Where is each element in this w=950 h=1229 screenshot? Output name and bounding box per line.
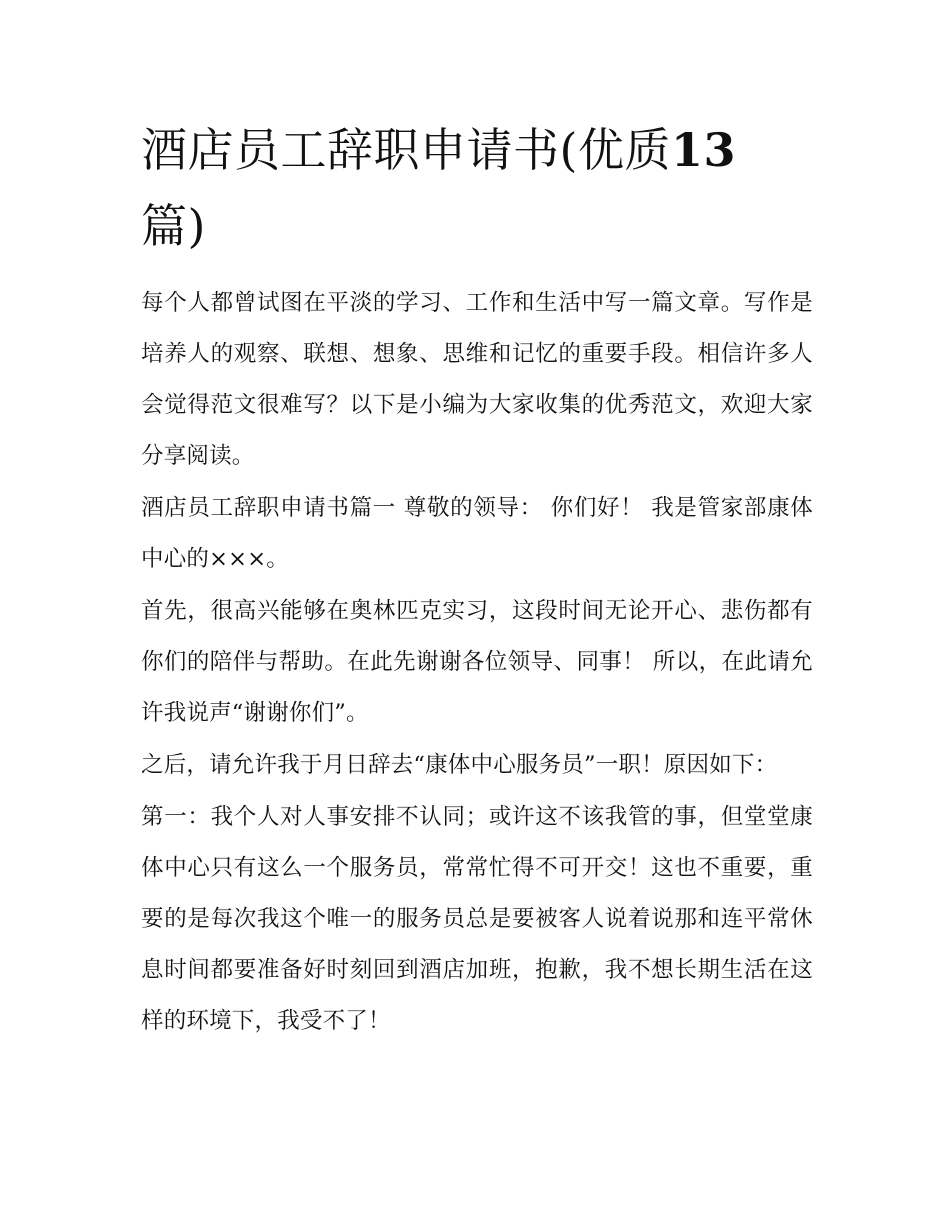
- document-body: [141, 112, 813, 1048]
- title-tail: 篇): [141, 199, 206, 253]
- title-number: 13: [670, 123, 736, 177]
- intro-paragraph: 每个人都曾试图在平淡的学习、工作和生活中写一篇文章。写作是培养人的观察、联想、想象、思维和记忆的重要手段。相信许多人会觉得范文很难写？以下是小编为大家收集的优秀范文，欢迎大家分享阅读。: [141, 290, 813, 469]
- title-main: 酒店员工辞职申请书(优质: [141, 123, 671, 177]
- resignation-paragraph: 之后，请允许我于月日辞去“康体中心服务员”一职！原因如下：: [141, 752, 778, 778]
- reason-one-paragraph: 第一：我个人对人事安排不认同；或许这不该我管的事，但堂堂康体中心只有这么一个服务员，常常忙得不可开交！这也不重要，重要的是每次我这个唯一的服务员总是要被客人说着说那和连平常休息时间都要准备好时刻回到酒店加班，抱歉，我不想长期生活在这样的环境下，我受不了！: [141, 804, 813, 1034]
- thanks-paragraph: 首先，很高兴能够在奥林匹克实习，这段时间无论开心、悲伤都有你们的陪伴与帮助。在此先谢谢各位领导、同事！ 所以，在此请允许我说声“谢谢你们”。: [141, 598, 813, 726]
- page-title: [141, 112, 813, 264]
- greeting-paragraph: 酒店员工辞职申请书篇一 尊敬的领导： 你们好！ 我是管家部康体中心的×××。: [141, 495, 813, 572]
